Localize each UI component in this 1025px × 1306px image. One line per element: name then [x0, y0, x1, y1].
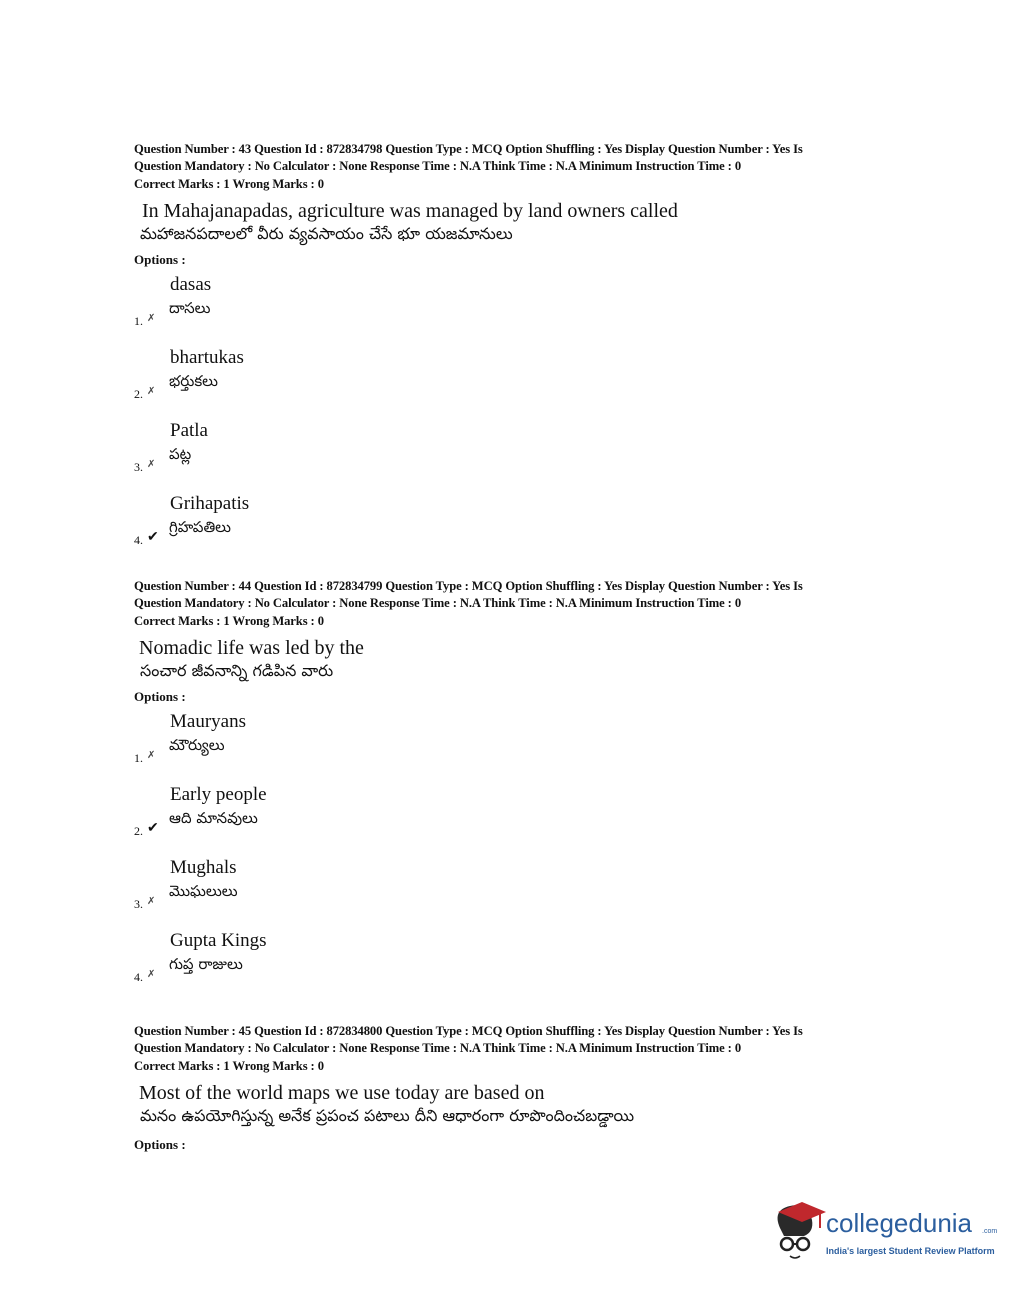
option-text-english: bhartukas	[170, 346, 244, 368]
option-text-telugu: దాసలు	[169, 298, 211, 317]
option-text-english: Mauryans	[170, 710, 246, 732]
cross-icon: ✗	[147, 749, 156, 761]
logo-mascot-icon	[768, 1198, 826, 1264]
options-label: Options :	[134, 1136, 186, 1152]
meta-line: Question Number : 45 Question Id : 872834800 Question Type : MCQ Option Shuffling : Yes Display Question Number : Yes Is	[134, 1024, 803, 1038]
option-text-telugu: మొఘలులు	[169, 881, 238, 900]
logo-tagline: India's largest Student Review Platform	[826, 1246, 995, 1256]
option-item	[134, 414, 934, 487]
option-item	[134, 268, 934, 341]
options-label: Options :	[134, 688, 186, 704]
option-item	[134, 851, 934, 924]
option-number: 2.	[134, 386, 143, 401]
meta-line: Correct Marks : 1 Wrong Marks : 0	[134, 177, 324, 191]
option-item	[134, 924, 934, 997]
options-label: Options :	[134, 251, 186, 267]
meta-line: Question Mandatory : No Calculator : None Response Time : N.A Think Time : N.A Minimum Instruction Time : 0	[134, 595, 742, 610]
meta-line: Question Mandatory : No Calculator : None Response Time : N.A Think Time : N.A Minimum Instruction Time : 0	[134, 1040, 742, 1055]
cross-icon: ✗	[147, 458, 156, 470]
option-number: 4.	[134, 532, 143, 547]
option-text-telugu: గుప్త రాజులు	[169, 954, 243, 973]
option-text-telugu: భర్తుకలు	[169, 371, 218, 390]
question-meta	[134, 141, 934, 193]
option-text-telugu: మౌర్యులు	[169, 735, 225, 754]
check-icon: ✔	[147, 820, 159, 836]
question-block	[134, 1023, 934, 1153]
collegedunia-logo	[768, 1198, 998, 1268]
option-number: 3.	[134, 896, 143, 911]
question-meta	[134, 1023, 934, 1075]
question-meta	[134, 578, 934, 630]
option-number: 4.	[134, 969, 143, 984]
option-text-english: Mughals	[170, 856, 237, 878]
option-number: 1.	[134, 313, 143, 328]
logo-wordmark: collegedunia	[826, 1208, 973, 1238]
meta-line: Correct Marks : 1 Wrong Marks : 0	[134, 614, 324, 628]
question-block	[134, 141, 934, 560]
meta-line: Question Mandatory : No Calculator : None Response Time : N.A Think Time : N.A Minimum Instruction Time : 0	[134, 158, 742, 173]
question-text-telugu: మనం ఉపయోగిస్తున్న అనేక ప్రపంచ పటాలు దీని ఆధారంగా రూపొందించబడ్డాయి	[140, 1105, 635, 1125]
option-item	[134, 705, 934, 778]
option-text-english: Patla	[170, 419, 208, 441]
cross-icon: ✗	[147, 385, 156, 397]
option-text-telugu: పట్ల	[169, 444, 192, 463]
meta-line: Question Number : 44 Question Id : 872834799 Question Type : MCQ Option Shuffling : Yes Display Question Number : Yes Is	[134, 579, 803, 593]
option-number: 1.	[134, 750, 143, 765]
cross-icon: ✗	[147, 895, 156, 907]
option-item	[134, 778, 934, 851]
meta-line: Correct Marks : 1 Wrong Marks : 0	[134, 1059, 324, 1073]
option-text-english: dasas	[170, 273, 212, 295]
question-text-english: In Mahajanapadas, agriculture was managed by land owners called	[142, 199, 678, 222]
option-text-telugu: ఆది మానవులు	[169, 808, 258, 827]
option-number: 3.	[134, 459, 143, 474]
question-text-telugu: సంచార జీవనాన్ని గడిపిన వారు	[140, 660, 334, 680]
cross-icon: ✗	[147, 968, 156, 980]
question-text-telugu: మహాజనపదాలలో వీరు వ్యవసాయం చేసే భూ యజమానులు	[140, 223, 513, 243]
option-text-english: Gupta Kings	[170, 929, 267, 951]
option-text-english: Early people	[170, 783, 267, 805]
question-block	[134, 578, 934, 997]
option-number: 2.	[134, 823, 143, 838]
check-icon: ✔	[147, 529, 159, 545]
question-text-english: Most of the world maps we use today are based on	[139, 1081, 545, 1104]
option-text-telugu: గ్రిహపతిలు	[169, 517, 231, 536]
meta-line: Question Number : 43 Question Id : 872834798 Question Type : MCQ Option Shuffling : Yes Display Question Number : Yes Is	[134, 142, 803, 156]
logo-suffix: .com	[982, 1228, 998, 1235]
question-text-english: Nomadic life was led by the	[139, 636, 364, 659]
cross-icon: ✗	[147, 312, 156, 324]
option-text-english: Grihapatis	[170, 492, 250, 514]
option-item	[134, 341, 934, 414]
option-item	[134, 487, 934, 560]
